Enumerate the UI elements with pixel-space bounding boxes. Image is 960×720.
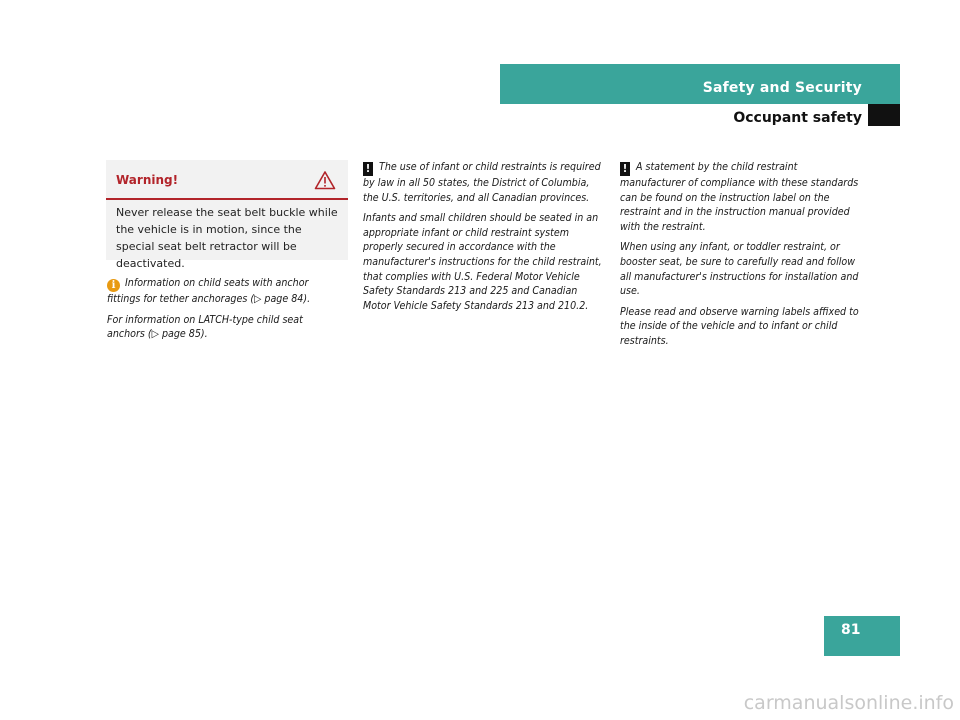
section-header-band: [500, 64, 900, 104]
toddler-paragraph: When using any infant, or toddler restraint, or booster seat, be sure to carefully read and follow all manufacturer's instructions for installation and use.: [620, 241, 859, 298]
latch-paragraph: For information on LATCH-type child seat anchors (▷ page 85).: [107, 313, 303, 341]
thumb-tab: [868, 104, 900, 126]
warning-header: [106, 160, 348, 200]
notice-note: [620, 160, 864, 234]
subsection-title: Occupant safety: [733, 110, 862, 126]
notice-text: The use of infant or child restraints is required by law in all 50 states, the District of Columbia, the U.S. territories, and all Canadian provinces.: [363, 161, 601, 204]
warning-box: [106, 160, 348, 270]
exclamation-icon: !: [363, 162, 373, 176]
right-column: [620, 160, 864, 355]
notice-note: [363, 160, 607, 205]
info-note: [107, 276, 343, 307]
notice-text: A statement by the child restraint manufacturer of compliance with these standards can be found on the instruction label on the restraint and in the instruction manual provided with the restraint.: [620, 161, 859, 233]
section-title: Safety and Security: [702, 80, 862, 96]
infant-paragraph: Infants and small children should be seated in an appropriate infant or child restraint system properly secured in accordance with the manufacturer's instructions for the child restraint, that complies with U.S. Federal Motor Vehicle Safety Standards 213 and 225 and Canadian Motor Vehicle Safety Standards 213 and 210.2.: [363, 212, 602, 312]
middle-column: [363, 160, 607, 319]
labels-paragraph: Please read and observe warning labels affixed to the inside of the vehicle and to infant or child restraints.: [620, 305, 859, 347]
page-number: 81: [841, 622, 861, 638]
exclamation-icon: !: [620, 162, 630, 176]
info-text: Information on child seats with anchor fittings for tether anchorages (▷ page 84).: [107, 277, 311, 305]
left-column: [107, 276, 343, 348]
warning-title: Warning!: [116, 173, 179, 187]
warning-triangle-icon: [314, 170, 336, 190]
page-number-box: [824, 616, 900, 656]
watermark: carmanualsonline.info: [743, 692, 954, 714]
warning-text: Never release the seat belt buckle while the vehicle is in motion, since the special seat belt retractor will be deactivated.: [116, 206, 338, 270]
info-icon: i: [107, 279, 120, 292]
